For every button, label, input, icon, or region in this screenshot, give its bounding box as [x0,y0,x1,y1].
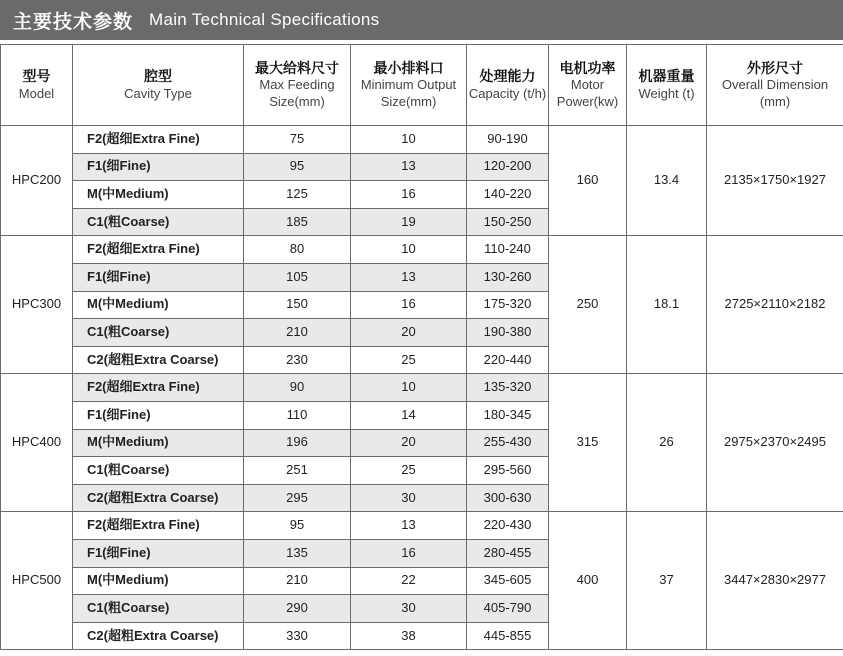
minimum-output-size-cell: 14 [351,401,467,429]
overall-dimension-cell: 2135×1750×1927 [707,126,843,236]
table-row [1,374,843,402]
minimum-output-size-cell: 30 [351,484,467,512]
cavity-type-cell: F2(超细Extra Fine) [73,374,244,402]
max-feeding-size-cell: 210 [244,567,351,595]
minimum-output-size-cell: 10 [351,374,467,402]
minimum-output-size-cell: 16 [351,291,467,319]
max-feeding-size-cell: 105 [244,263,351,291]
motor-power-cell: 160 [549,126,627,236]
max-feeding-size-cell: 95 [244,512,351,540]
capacity-cell: 190-380 [467,319,549,347]
header-capacity: 处理能力 Capacity (t/h) [467,45,549,126]
max-feeding-size-cell: 150 [244,291,351,319]
capacity-cell: 180-345 [467,401,549,429]
capacity-cell: 255-430 [467,429,549,457]
minimum-output-size-cell: 13 [351,512,467,540]
title-chinese: 主要技术参数 [13,11,134,33]
max-feeding-size-cell: 95 [244,153,351,181]
minimum-output-size-cell: 20 [351,319,467,347]
overall-dimension-cell: 3447×2830×2977 [707,512,843,650]
table-row [1,236,843,264]
capacity-cell: 140-220 [467,181,549,209]
cavity-type-cell: M(中Medium) [73,567,244,595]
motor-power-cell: 400 [549,512,627,650]
weight-cell: 26 [627,374,707,512]
table-row [1,512,843,540]
title-english: Main Technical Specifications [149,10,380,29]
capacity-cell: 110-240 [467,236,549,264]
header-weight: 机器重量 Weight (t) [627,45,707,126]
header-row [1,45,843,126]
max-feeding-size-cell: 196 [244,429,351,457]
capacity-cell: 175-320 [467,291,549,319]
minimum-output-size-cell: 30 [351,595,467,623]
header-cavity-type: 腔型 Cavity Type [73,45,244,126]
max-feeding-size-cell: 135 [244,539,351,567]
cavity-type-cell: F1(细Fine) [73,153,244,181]
max-feeding-size-cell: 251 [244,457,351,485]
minimum-output-size-cell: 13 [351,263,467,291]
minimum-output-size-cell: 16 [351,539,467,567]
cavity-type-cell: C1(粗Coarse) [73,319,244,347]
table-body [1,126,843,650]
cavity-type-cell: F1(细Fine) [73,263,244,291]
cavity-type-cell: C1(粗Coarse) [73,457,244,485]
max-feeding-size-cell: 90 [244,374,351,402]
capacity-cell: 345-605 [467,567,549,595]
minimum-output-size-cell: 20 [351,429,467,457]
capacity-cell: 120-200 [467,153,549,181]
weight-cell: 18.1 [627,236,707,374]
capacity-cell: 130-260 [467,263,549,291]
minimum-output-size-cell: 13 [351,153,467,181]
capacity-cell: 280-455 [467,539,549,567]
minimum-output-size-cell: 19 [351,208,467,236]
header-motor-power: 电机功率 Motor Power(kw) [549,45,627,126]
cavity-type-cell: M(中Medium) [73,181,244,209]
capacity-cell: 300-630 [467,484,549,512]
max-feeding-size-cell: 230 [244,346,351,374]
cavity-type-cell: C1(粗Coarse) [73,595,244,623]
minimum-output-size-cell: 25 [351,346,467,374]
cavity-type-cell: F2(超细Extra Fine) [73,126,244,154]
motor-power-cell: 250 [549,236,627,374]
cavity-type-cell: C1(粗Coarse) [73,208,244,236]
minimum-output-size-cell: 38 [351,622,467,650]
overall-dimension-cell: 2725×2110×2182 [707,236,843,374]
max-feeding-size-cell: 80 [244,236,351,264]
capacity-cell: 220-430 [467,512,549,540]
max-feeding-size-cell: 110 [244,401,351,429]
cavity-type-cell: F2(超细Extra Fine) [73,236,244,264]
header-minimum-output-size: 最小排料口 Minimum Output Size(mm) [351,45,467,126]
model-cell: HPC300 [1,236,73,374]
model-cell: HPC200 [1,126,73,236]
cavity-type-cell: C2(超粗Extra Coarse) [73,622,244,650]
title-bar [0,0,843,40]
cavity-type-cell: F2(超细Extra Fine) [73,512,244,540]
weight-cell: 13.4 [627,126,707,236]
cavity-type-cell: C2(超粗Extra Coarse) [73,484,244,512]
capacity-cell: 445-855 [467,622,549,650]
minimum-output-size-cell: 16 [351,181,467,209]
header-max-feeding-size: 最大给料尺寸 Max Feeding Size(mm) [244,45,351,126]
max-feeding-size-cell: 125 [244,181,351,209]
cavity-type-cell: M(中Medium) [73,429,244,457]
table-row [1,126,843,154]
max-feeding-size-cell: 185 [244,208,351,236]
minimum-output-size-cell: 22 [351,567,467,595]
max-feeding-size-cell: 210 [244,319,351,347]
model-cell: HPC500 [1,512,73,650]
capacity-cell: 295-560 [467,457,549,485]
overall-dimension-cell: 2975×2370×2495 [707,374,843,512]
cavity-type-cell: C2(超粗Extra Coarse) [73,346,244,374]
max-feeding-size-cell: 290 [244,595,351,623]
capacity-cell: 150-250 [467,208,549,236]
specifications-table [0,44,843,650]
header-overall-dimension: 外形尺寸 Overall Dimension (mm) [707,45,843,126]
weight-cell: 37 [627,512,707,650]
max-feeding-size-cell: 75 [244,126,351,154]
capacity-cell: 90-190 [467,126,549,154]
capacity-cell: 220-440 [467,346,549,374]
minimum-output-size-cell: 25 [351,457,467,485]
capacity-cell: 405-790 [467,595,549,623]
cavity-type-cell: M(中Medium) [73,291,244,319]
motor-power-cell: 315 [549,374,627,512]
cavity-type-cell: F1(细Fine) [73,539,244,567]
cavity-type-cell: F1(细Fine) [73,401,244,429]
minimum-output-size-cell: 10 [351,236,467,264]
header-model: 型号 Model [1,45,73,126]
capacity-cell: 135-320 [467,374,549,402]
max-feeding-size-cell: 330 [244,622,351,650]
model-cell: HPC400 [1,374,73,512]
minimum-output-size-cell: 10 [351,126,467,154]
max-feeding-size-cell: 295 [244,484,351,512]
